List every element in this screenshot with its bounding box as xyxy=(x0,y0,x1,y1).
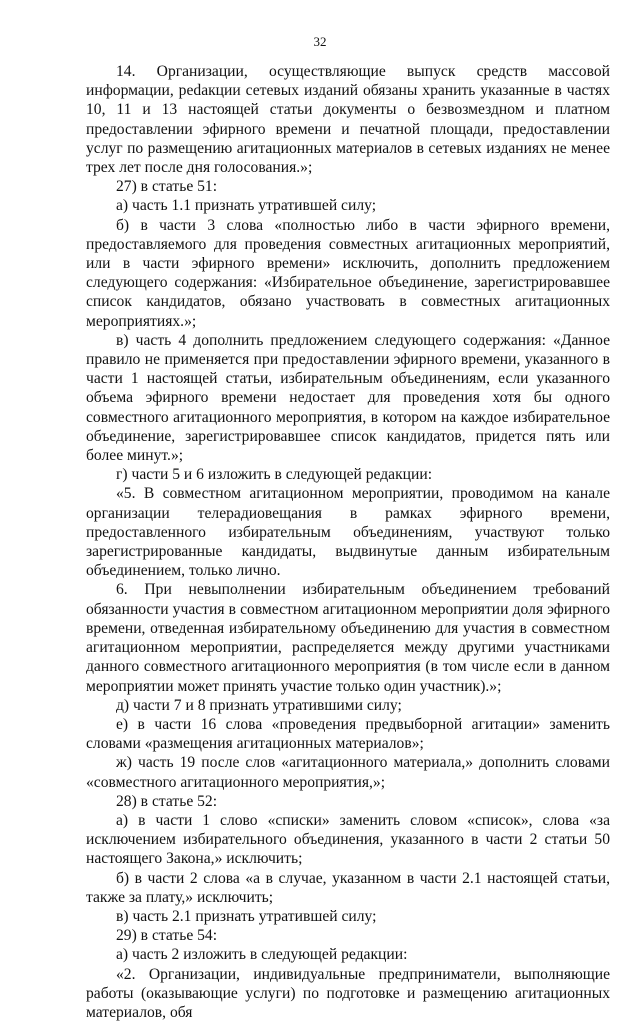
subitem-27zh: ж) часть 19 после слов «агитационного материала,» дополнить словами «совместного агитационного мероприятия,»; xyxy=(86,754,610,791)
quoted-part-6: 6. При невыполнении избирательным объединением требований обязанности участия в совместном агитационном мероприятии доля эфирного времени, отведенная избирательному объединению для участия в совместном агитационном мероприятии, распределяется между другими участниками данного совместного агитационного мероприятия (в том числе если в данном мероприятии может принять участие только один участник).»; xyxy=(86,581,610,695)
quoted-part-5: «5. В совместном агитационном мероприятии, проводимом на канале организации телерадиовещания в рамках эфирного времени, предоставленного избирательным объединениям, участвуют только зарегистрированные кандидаты, выдвинутые данным избирательным объединением, только лично. xyxy=(86,485,610,580)
subitem-27v: в) часть 4 дополнить предложением следующего содержания: «Данное правило не применяется при предоставлении эфирного времени, указанного в части 1 настоящей статьи, избирательным объединениям, если указанного объема эфирного времени недостает для проведения хотя бы одного совместного агитационного мероприятия, в котором на каждое избирательное объединение, зарегистрировавшее список кандидатов, придется пять или более минут.»; xyxy=(86,331,610,465)
item-29-article-54: 29) в статье 54: xyxy=(116,927,218,945)
subitem-29a: а) часть 2 изложить в следующей редакции: xyxy=(116,946,408,964)
item-27-article-51: 27) в статье 51: xyxy=(116,178,218,196)
subitem-27e: е) в части 16 слова «проведения предвыборной агитации» заменить словами «размещения агитационных материалов»; xyxy=(86,715,610,753)
subitem-27b: б) в части 3 слова «полностью либо в части эфирного времени, предоставляемого для проведения совместных агитационных мероприятий, или в части эфирного времени» исключить, дополнить предложением следующего содержания: «Избирательное объединение, зарегистрировавшее список кандидатов, обязано участвовать в совместных агитационных мероприятиях.»; xyxy=(86,216,610,330)
subitem-28a: а) в части 1 слово «списки» заменить словом «список», слова «за исключением избирательного объединения, указанного в части 2 статьи 50 настоящего Закона,» исключить; xyxy=(86,811,610,868)
subitem-27g: г) части 5 и 6 изложить в следующей редакции: xyxy=(116,466,433,484)
page-number: 32 xyxy=(313,34,327,49)
subitem-28b: б) в части 2 слова «а в случае, указанном в части 2.1 настоящей статьи, также за плату,» исключить; xyxy=(86,869,610,906)
subitem-27d: д) части 7 и 8 признать утратившими силу; xyxy=(116,696,402,714)
quoted-part-2: «2. Организации, индивидуальные предприниматели, выполняющие работы (оказывающие услуги) по подготовке и размещению агитационных материалов, обя xyxy=(86,965,610,1021)
body-text xyxy=(86,62,610,1022)
paragraph-14-media-organizations: 14. Организации, осуществляющие выпуск средств массовой информации, реdакции сетевых изданий обязаны хранить указанные в частях 10, 11 и 13 настоящей статьи документы о безвозмездном и платном предоставлении эфирного времени и печатной площади, предоставлении услуг по размещению агитационных материалов в сетевых изданиях не менее трех лет после дня голосования.»; xyxy=(86,63,610,177)
subitem-28v: в) часть 2.1 признать утратившей силу; xyxy=(116,907,377,925)
subitem-27a: а) часть 1.1 признать утратившей силу; xyxy=(116,197,377,215)
item-28-article-52: 28) в статье 52: xyxy=(116,792,218,810)
